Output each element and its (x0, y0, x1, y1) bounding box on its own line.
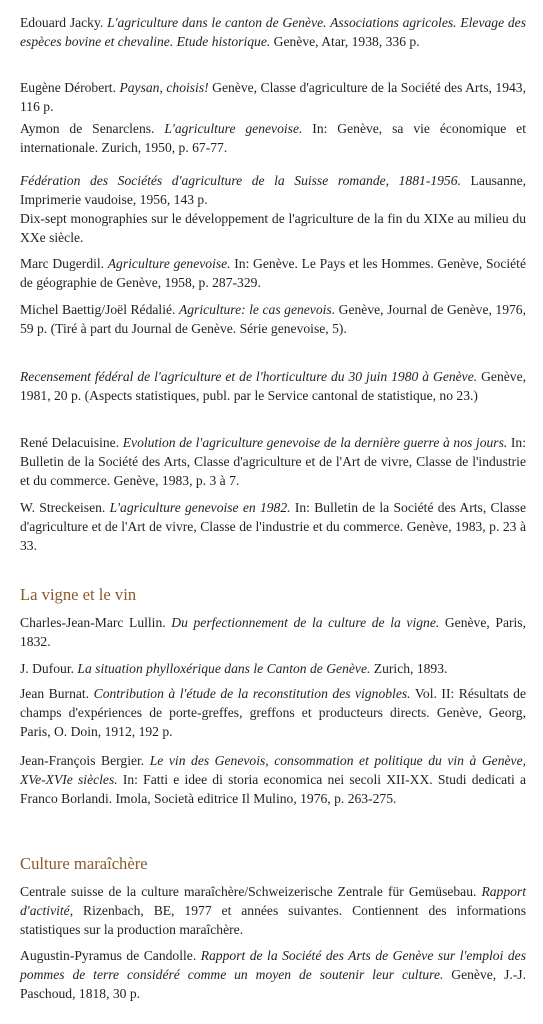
entry-details: Lausanne, Imprimerie vaudoise, 1956, 143 p. (20, 173, 526, 207)
bibliography-note (20, 210, 526, 248)
bibliography-entry (20, 883, 526, 939)
entry-details: Vol. II: Résultats de champs d'expériences de porte-greffes, greffons et producteurs directs. Genève, Georg, Paris, O. Doin, 1912, 192 p. (20, 686, 526, 739)
entry-author: Jean Burnat. (20, 686, 94, 701)
bibliography-entry (20, 660, 526, 679)
entry-author: Marc Dugerdil. (20, 256, 108, 271)
entry-author: Augustin-Pyramus de Candolle. (20, 948, 201, 963)
bibliography-entry (20, 614, 526, 652)
entry-details: Genève, Paris, 1832. (20, 615, 526, 649)
entry-title: Evolution de l'agriculture genevoise de la dernière guerre à nos jours. (122, 435, 508, 450)
bibliography-entry (20, 79, 526, 117)
entry-title: L'agriculture dans le canton de Genève. Associations agricoles. Elevage des espèces bovine et chevaline. Etude historique. (20, 15, 526, 49)
section-heading-vigne: La vigne et le vin (20, 585, 137, 604)
bibliography-entry (20, 499, 526, 555)
entry-details: In: Bulletin de la Société des Arts, Classe d'agriculture et de l'Art de vivre, Classe de l'industrie et du commerce. Genève, 1983, p. 3 à 7. (20, 435, 527, 488)
entry-author: W. Streckeisen. (20, 500, 110, 515)
entry-title: Agriculture genevoise. (107, 256, 231, 271)
entry-title: La situation phylloxérique dans le Canton de Genève. (77, 661, 371, 676)
entry-author: Edouard Jacky. (20, 15, 108, 30)
bibliography-entry (20, 255, 526, 293)
bibliography-entry (20, 947, 526, 1003)
entry-details: In: Fatti e idee di storia economica nei secoli XII-XX. Studi dedicati a Franco Borlandi. Imola, Società editrice Il Mulino, 1976, p. 263-275. (20, 771, 526, 806)
entry-title: Agriculture: le cas genevois. (178, 302, 336, 317)
entry-author: René Delacuisine. (20, 435, 123, 450)
entry-details: Genève, Journal de Genève, 1976, 59 p. (Tiré à part du Journal de Genève. Série genevoise, 5). (20, 302, 526, 336)
bibliography-entry (20, 172, 526, 210)
entry-title: L'agriculture genevoise en 1982. (109, 500, 291, 515)
bibliography-entry (20, 685, 526, 741)
entry-author: Aymon de Senarclens. (20, 121, 165, 136)
entry-title: Fédération des Sociétés d'agriculture de la Suisse romande, 1881-1956. (20, 173, 461, 188)
entry-details: Genève, J.-J. Paschoud, 1818, 30 p. (20, 966, 526, 1001)
bibliography-entry (20, 14, 526, 52)
entry-details: Genève, Classe d'agriculture de la Société des Arts, 1943, 116 p. (20, 80, 527, 114)
entry-title: Recensement fédéral de l'agriculture et de l'horticulture du 30 juin 1980 à Genève. (20, 369, 478, 384)
entry-details: Dix-sept monographies sur le développement de l'agriculture de la fin du XIXe au milieu du XXe siècle. (20, 211, 526, 245)
bibliography-entry (20, 301, 526, 339)
bibliography-entry (20, 434, 526, 490)
entry-title: L'agriculture genevoise. (164, 121, 303, 136)
entry-details: Genève, Atar, 1938, 336 p. (270, 33, 420, 49)
entry-title: Rapport d'activité, (20, 884, 526, 918)
entry-title: Rapport de la Société des Arts de Genève sur l'emploi des pommes de terre considéré comme un moyen de soutenir leur culture. (20, 948, 526, 982)
bibliography-entry (20, 368, 526, 406)
entry-author: Centrale suisse de la culture maraîchère/Schweizerische Zentrale für Gemüsebau. (20, 884, 482, 899)
entry-title: Du perfectionnement de la culture de la vigne. (171, 615, 440, 630)
entry-details: In: Genève, sa vie économique et internationale. Zurich, 1950, p. 67-77. (20, 121, 526, 155)
entry-title: Le vin des Genevois, consommation et politique du vin à Genève, XVe-XVIe siècles. (20, 753, 527, 787)
entry-author: Eugène Dérobert. (20, 80, 120, 95)
entry-author: Jean-François Bergier. (20, 753, 150, 768)
entry-author: Charles-Jean-Marc Lullin. (20, 615, 172, 630)
entry-details: In: Genève. Le Pays et les Hommes. Genève, Société de géographie de Genève, 1958, p. 287-329. (20, 256, 526, 290)
entry-details: Genève, 1981, 20 p. (Aspects statistiques, publ. par le Service cantonal de statistique, no 23.) (20, 369, 527, 403)
bibliography-entry (20, 120, 526, 158)
section-heading-culture: Culture maraîchère (20, 854, 148, 873)
entry-author: Michel Baettig/Joël Rédalié. (20, 302, 179, 317)
bibliography-entry (20, 752, 526, 808)
entry-title: Contribution à l'étude de la reconstitution des vignobles. (93, 686, 411, 701)
entry-details: Rizenbach, BE, 1977 et années suivantes. Contiennent des informations statistiques sur la production maraîchère. (20, 902, 526, 937)
entry-details: Zurich, 1893. (370, 661, 448, 676)
entry-title: Paysan, choisis! (119, 80, 209, 95)
entry-details: In: Bulletin de la Société des Arts, Classe d'agriculture et de l'Art de vivre, Classe de l'industrie et du commerce. Genève, 1983, p. 23 à 33. (20, 500, 526, 553)
entry-author: J. Dufour. (20, 661, 78, 676)
